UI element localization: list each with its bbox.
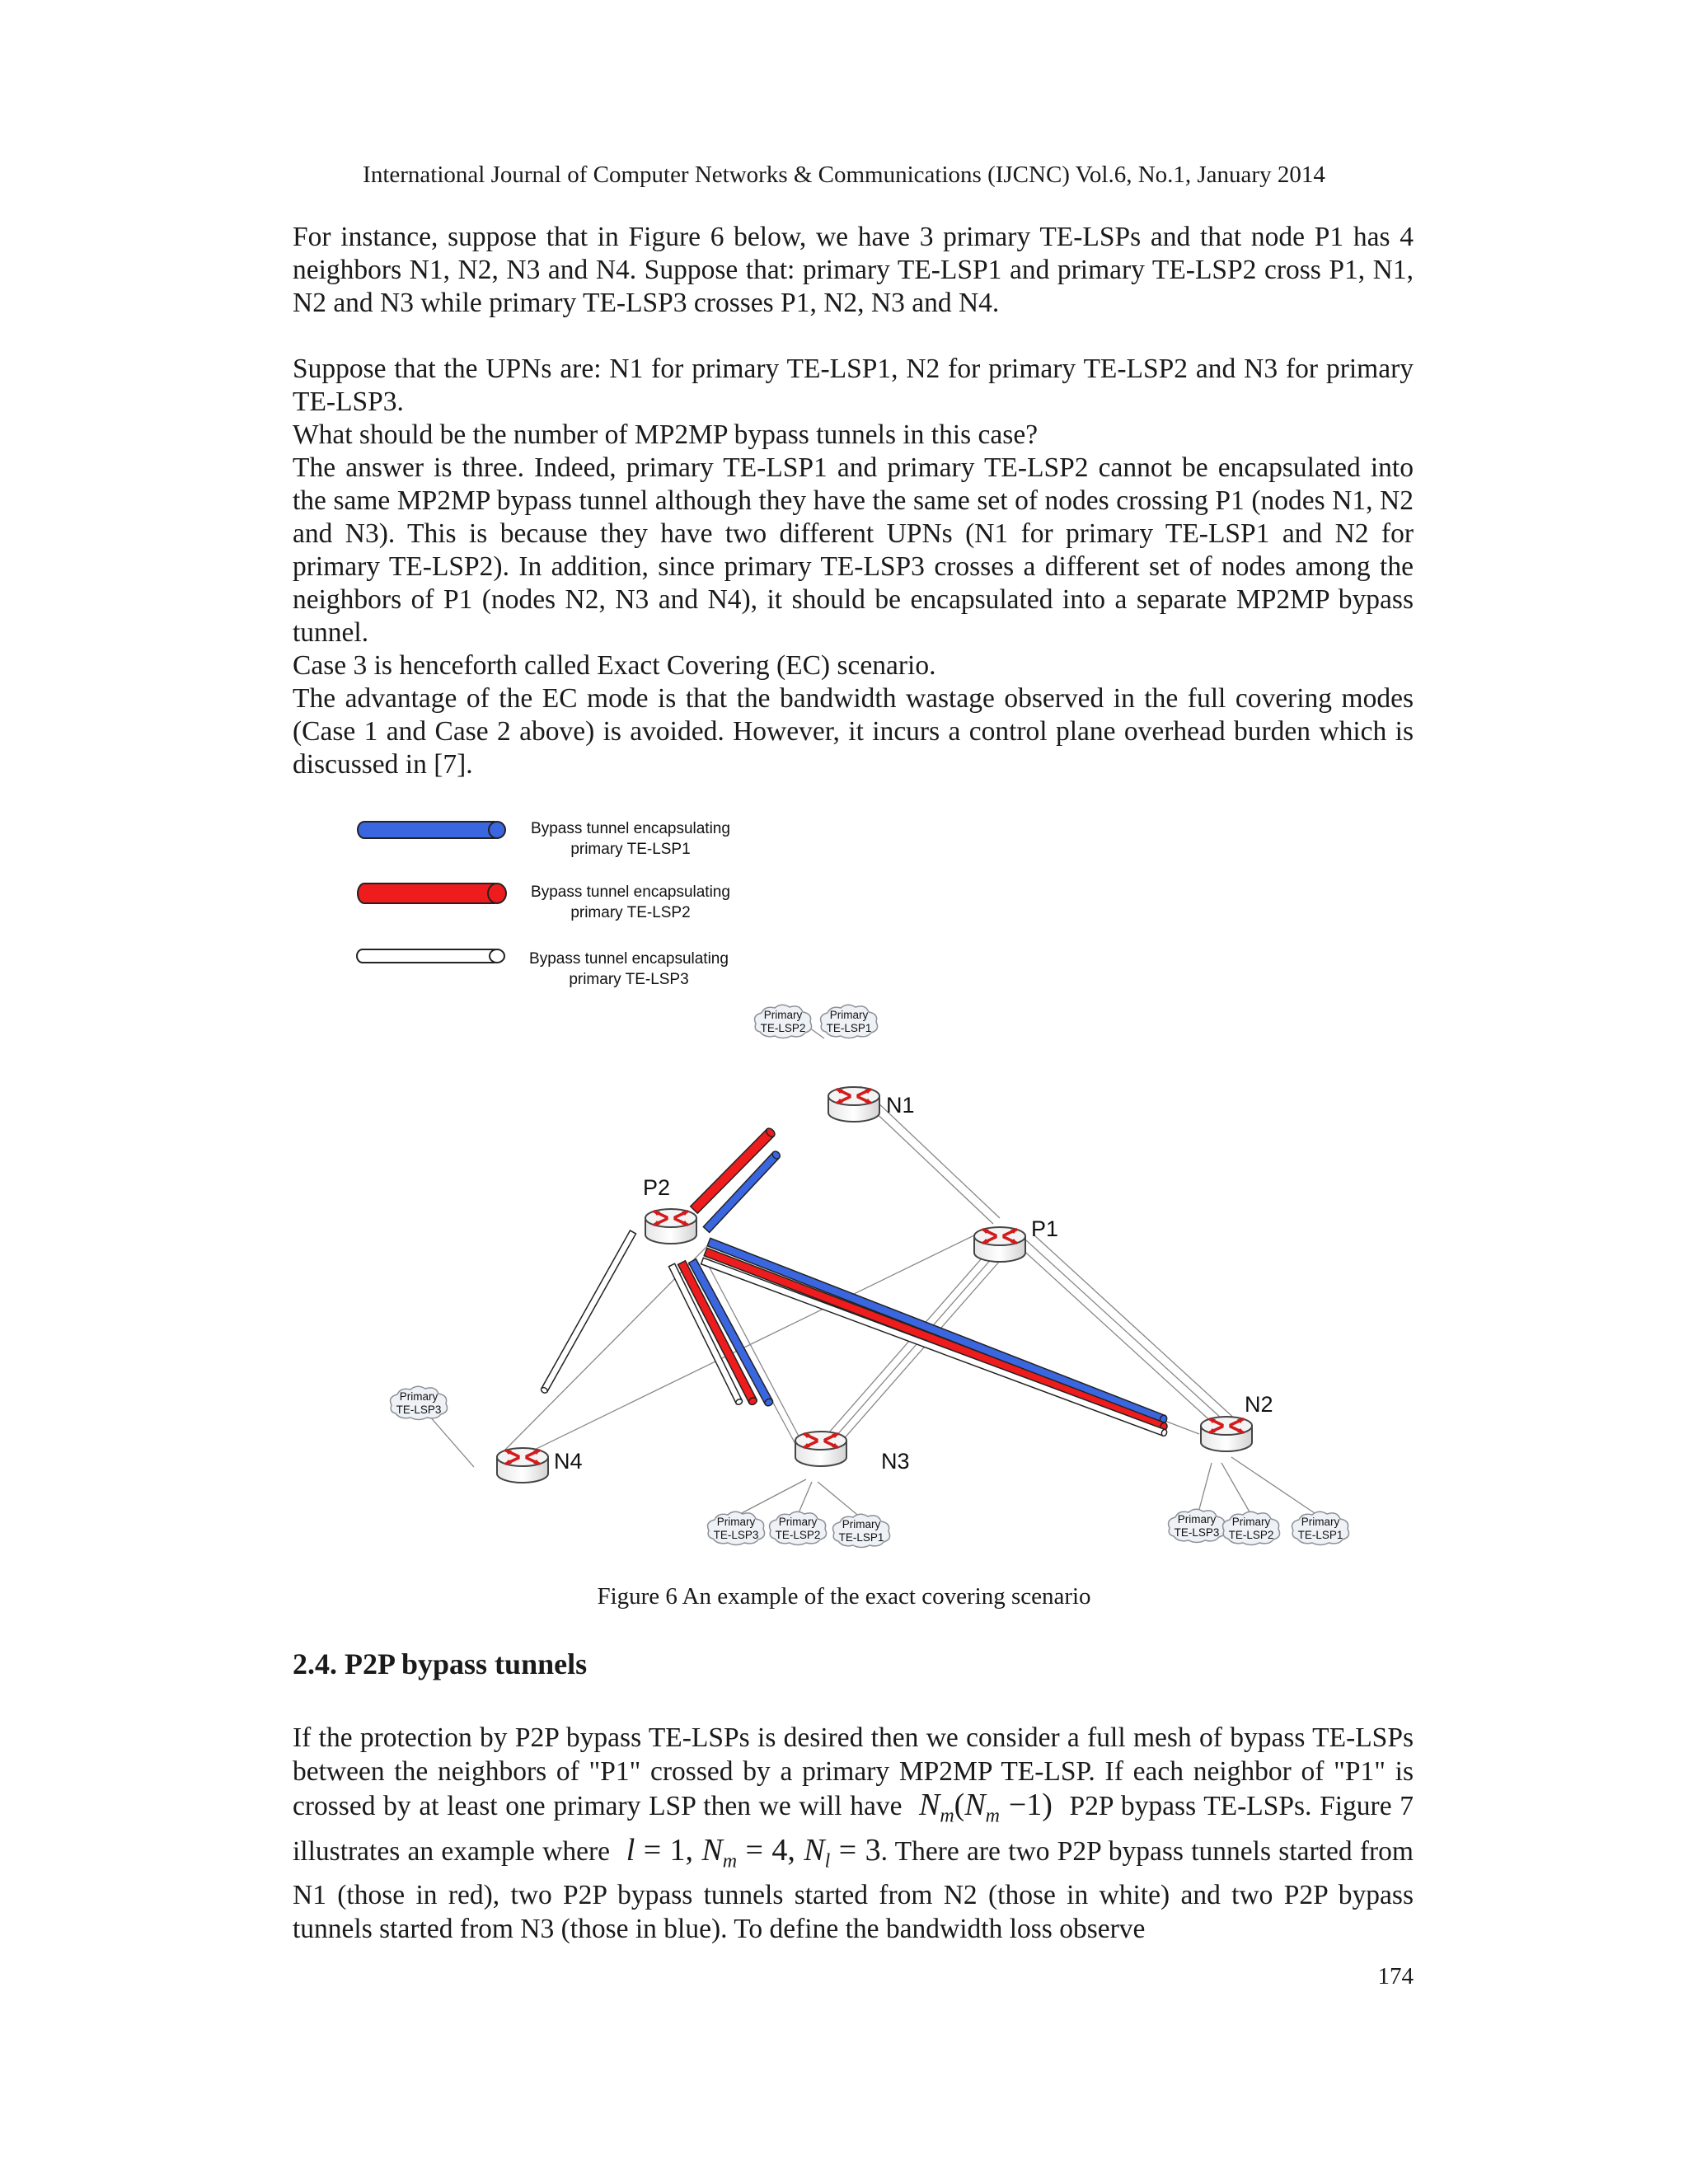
legend-lsp1-line2: primary TE-LSP1 bbox=[570, 841, 691, 858]
page-number: 174 bbox=[1377, 1963, 1414, 1990]
paragraph-2: Suppose that the UPNs are: N1 for primary TE-LSP1, N2 for primary TE-LSP2 and N3 for primary TE-LSP3. bbox=[293, 354, 1414, 417]
svg-text:Primary: Primary bbox=[1301, 1516, 1340, 1528]
router-n4-icon bbox=[497, 1448, 548, 1483]
paragraph-4: The answer is three. Indeed, primary TE-LSP1 and primary TE-LSP2 cannot be encapsulated into the same MP2MP bypass tunnel although they have the same set of nodes crossing P1 (nodes N1, N2 and N3). This is because they have two different UPNs (N1 for primary TE-LSP1 and N2 for primary TE-LSP2). In addition, since primary TE-LSP3 crosses a different set of nodes among the neighbors of P1 (nodes N2, N3 and N4), it should be encapsulated into a separate MP2MP bypass tunnel. bbox=[293, 452, 1414, 648]
svg-text:TE-LSP1: TE-LSP1 bbox=[1297, 1529, 1343, 1541]
cloud-n1-lsp1 bbox=[821, 1005, 878, 1038]
body-paragraph bbox=[293, 1721, 1414, 1946]
cloud-n3-lsp3 bbox=[708, 1511, 765, 1544]
svg-text:Primary: Primary bbox=[1177, 1513, 1217, 1526]
paragraph-1: For instance, suppose that in Figure 6 below, we have 3 primary TE-LSPs and that node P1 has 4 neighbors N1, N2, N3 and N4. Suppose that: primary TE-LSP1 and primary TE-LSP2 cross P1, N1, N2 and N3 while primary TE-LSP3 crosses P1, N2, N3 and N4. bbox=[293, 222, 1414, 318]
legend-lsp2-line2: primary TE-LSP2 bbox=[570, 904, 691, 921]
node-label-p1: P1 bbox=[1031, 1216, 1059, 1241]
node-label-n1: N1 bbox=[886, 1093, 915, 1118]
legend-swatch-lsp3 bbox=[357, 949, 504, 963]
cloud-n4-lsp3 bbox=[391, 1386, 448, 1419]
cloud-n1-lsp2 bbox=[755, 1005, 812, 1038]
svg-text:Primary: Primary bbox=[716, 1516, 756, 1528]
legend-lsp3-line1: Bypass tunnel encapsulating bbox=[529, 950, 729, 968]
legend-lsp1-line1: Bypass tunnel encapsulating bbox=[531, 820, 730, 837]
bypass-tunnels bbox=[540, 1127, 1168, 1436]
paragraph-3: What should be the number of MP2MP bypass tunnels in this case? bbox=[293, 419, 1039, 450]
svg-text:Primary: Primary bbox=[399, 1390, 438, 1403]
svg-text:TE-LSP3: TE-LSP3 bbox=[1174, 1526, 1220, 1539]
section-heading: 2.4. P2P bypass tunnels bbox=[293, 1647, 588, 1680]
svg-text:TE-LSP3: TE-LSP3 bbox=[713, 1529, 759, 1541]
formula-l-nm-nl: l = 1, $N_m = 4$, $N_l = 3$ bbox=[617, 1832, 881, 1872]
node-label-n4: N4 bbox=[554, 1449, 583, 1474]
svg-text:Primary: Primary bbox=[842, 1518, 881, 1530]
svg-text:Primary: Primary bbox=[778, 1516, 818, 1528]
legend-swatch-lsp1 bbox=[358, 822, 505, 838]
formula-nm-nm-minus-1: $N_m(N_m -1)$ bbox=[910, 1788, 1053, 1827]
cloud-n3-lsp1 bbox=[833, 1514, 890, 1547]
body-text-1: If the protection by P2P bypass TE-LSPs is desired then we consider a full mesh of bypass TE-LSPs between the neighbors of "P1" crossed by a primary MP2MP TE-LSP. If each neighbor of "P1" is crossed by at least one primary LSP then we will have bbox=[293, 1722, 1414, 1821]
svg-text:TE-LSP1: TE-LSP1 bbox=[838, 1531, 884, 1544]
router-n3-icon bbox=[795, 1432, 846, 1466]
legend bbox=[357, 820, 730, 988]
body-text-2: P2P bypass TE-LSPs. Figure 7 illustrates an example where bbox=[293, 1791, 1414, 1867]
legend-lsp3-line2: primary TE-LSP3 bbox=[569, 971, 689, 988]
svg-text:TE-LSP2: TE-LSP2 bbox=[760, 1022, 806, 1034]
svg-text:TE-LSP2: TE-LSP2 bbox=[1228, 1529, 1274, 1541]
journal-header: International Journal of Computer Networks & Communications (IJCNC) Vol.6, No.1, January 2014 bbox=[363, 162, 1325, 188]
cloud-n3-lsp2 bbox=[770, 1511, 827, 1544]
node-label-n3: N3 bbox=[881, 1449, 910, 1474]
body-text-3: . There are two P2P bypass tunnels started from N1 (those in red), two P2P bypass tunnels started from N2 (those in white) and two P2P bypass tunnels started from N3 (those in blue). To define the bandwidth loss observe bbox=[293, 1835, 1414, 1945]
svg-text:TE-LSP2: TE-LSP2 bbox=[775, 1529, 821, 1541]
svg-text:TE-LSP3: TE-LSP3 bbox=[396, 1404, 442, 1416]
cloud-n2-lsp1 bbox=[1292, 1511, 1349, 1544]
figure-caption: Figure 6 An example of the exact covering scenario bbox=[597, 1583, 1091, 1610]
cloud-n2-lsp2 bbox=[1223, 1511, 1280, 1544]
tunnel-p2-n2-white bbox=[701, 1258, 1168, 1436]
legend-lsp2-line1: Bypass tunnel encapsulating bbox=[531, 883, 730, 901]
node-label-n2: N2 bbox=[1245, 1392, 1273, 1417]
router-p2-icon bbox=[645, 1209, 696, 1244]
svg-text:Primary: Primary bbox=[829, 1009, 869, 1021]
paragraph-6: The advantage of the EC mode is that the bandwidth wastage observed in the full covering modes (Case 1 and Case 2 above) is avoided. However, it incurs a control plane overhead burden which is discussed in [7]. bbox=[293, 683, 1414, 780]
legend-swatch-lsp2 bbox=[358, 883, 506, 903]
router-n2-icon bbox=[1201, 1417, 1252, 1451]
svg-text:Primary: Primary bbox=[1231, 1516, 1271, 1528]
node-label-p2: P2 bbox=[643, 1175, 671, 1200]
svg-text:Primary: Primary bbox=[763, 1009, 803, 1021]
tunnel-p2-n4-white bbox=[540, 1230, 635, 1394]
router-p1-icon bbox=[974, 1227, 1025, 1262]
svg-text:TE-LSP1: TE-LSP1 bbox=[826, 1022, 872, 1034]
paragraph-5: Case 3 is henceforth called Exact Covering (EC) scenario. bbox=[293, 650, 936, 681]
section-body bbox=[293, 1721, 1414, 1946]
router-n1-icon bbox=[828, 1087, 879, 1122]
cloud-n2-lsp3 bbox=[1169, 1509, 1226, 1542]
